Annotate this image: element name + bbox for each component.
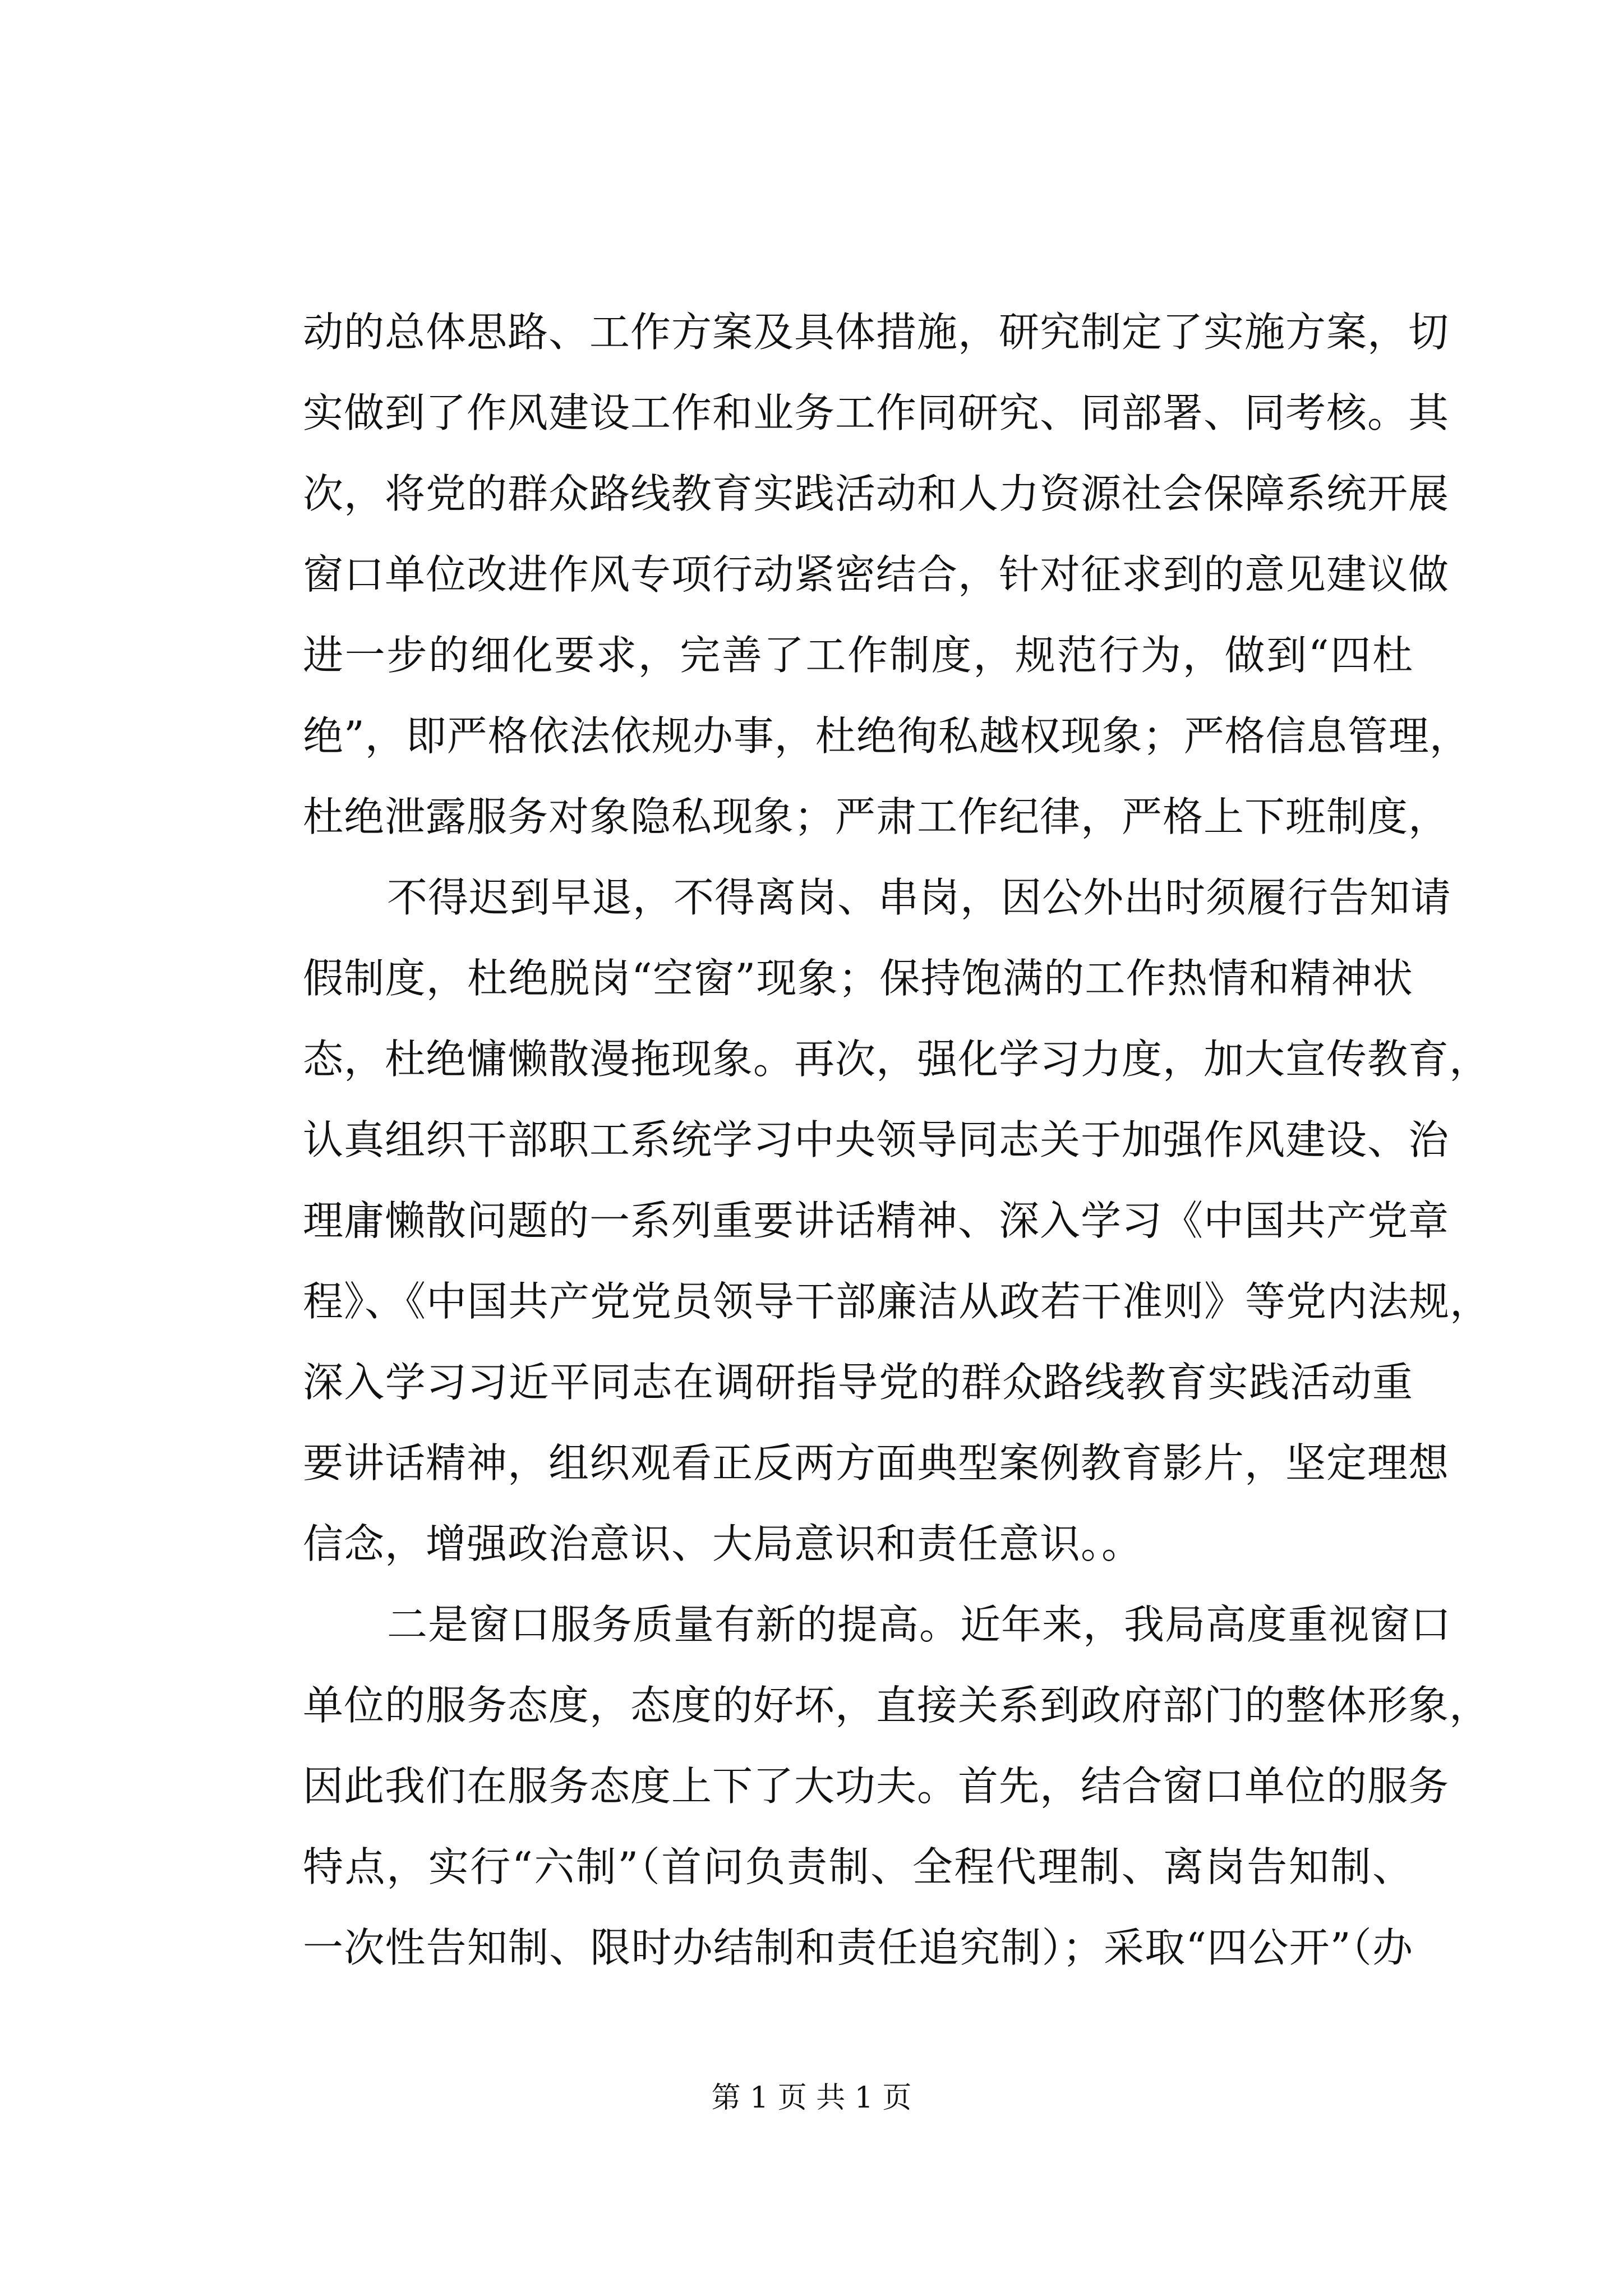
text-line: 一次性告知制、限时办结制和责任追究制）；采取“四公开”（办 bbox=[303, 1924, 1413, 1971]
text-line: 理庸懒散问题的一系列重要讲话精神、深入学习《中国共产党章 bbox=[303, 1197, 1450, 1244]
text-line: 因此我们在服务态度上下了大功夫。首先，结合窗口单位的服务 bbox=[303, 1763, 1450, 1810]
page-footer bbox=[0, 2076, 1623, 2120]
text-line: 特点，实行“六制”（首问负责制、全程代理制、离岗告知制、 bbox=[303, 1843, 1413, 1890]
paragraph-first-line: 二是窗口服务质量有新的提高。近年来，我局高度重视窗口 bbox=[387, 1601, 1452, 1648]
text-line: 杜绝泄露服务对象隐私现象；严肃工作纪律，严格上下班制度， bbox=[303, 793, 1450, 840]
text-line: 要讲话精神，组织观看正反两方面典型案例教育影片，坚定理想 bbox=[303, 1439, 1450, 1487]
text-line: 程》、《中国共产党党员领导干部廉洁从政若干准则》等党内法规， bbox=[303, 1278, 1491, 1325]
text-line: 窗口单位改进作风专项行动紧密结合，针对征求到的意见建议做 bbox=[303, 551, 1450, 598]
text-line: 单位的服务态度，态度的好坏，直接关系到政府部门的整体形象， bbox=[303, 1682, 1491, 1729]
paragraph-last-line: 信念，增强政治意识、大局意识和责任意识。。 bbox=[303, 1520, 1143, 1567]
text-line: 次，将党的群众路线教育实践活动和人力资源社会保障系统开展 bbox=[303, 470, 1450, 517]
text-line: 实做到了作风建设工作和业务工作同研究、同部署、同考核。其 bbox=[303, 389, 1450, 436]
text-line: 动的总体思路、工作方案及具体措施，研究制定了实施方案，切 bbox=[303, 309, 1450, 356]
text-line: 态，杜绝慵懒散漫拖现象。再次，强化学习力度，加大宣传教育， bbox=[303, 1036, 1491, 1083]
text-line: 进一步的细化要求，完善了工作制度，规范行为，做到“四杜 bbox=[303, 632, 1413, 679]
paragraph-first-line: 不得迟到早退，不得离岗、串岗，因公外出时须履行告知请 bbox=[387, 874, 1452, 921]
text-line: 深入学习习近平同志在调研指导党的群众路线教育实践活动重 bbox=[303, 1359, 1413, 1406]
page-number-label: 第 1 页 共 1 页 bbox=[711, 2081, 912, 2115]
text-line: 假制度，杜绝脱岗“空窗”现象；保持饱满的工作热情和精神状 bbox=[303, 955, 1413, 1002]
text-line: 绝”，即严格依法依规办事，杜绝徇私越权现象；严格信息管理， bbox=[303, 712, 1470, 760]
body-text bbox=[303, 292, 1491, 1988]
text-line: 认真组织干部职工系统学习中央领导同志关于加强作风建设、治 bbox=[303, 1116, 1450, 1163]
